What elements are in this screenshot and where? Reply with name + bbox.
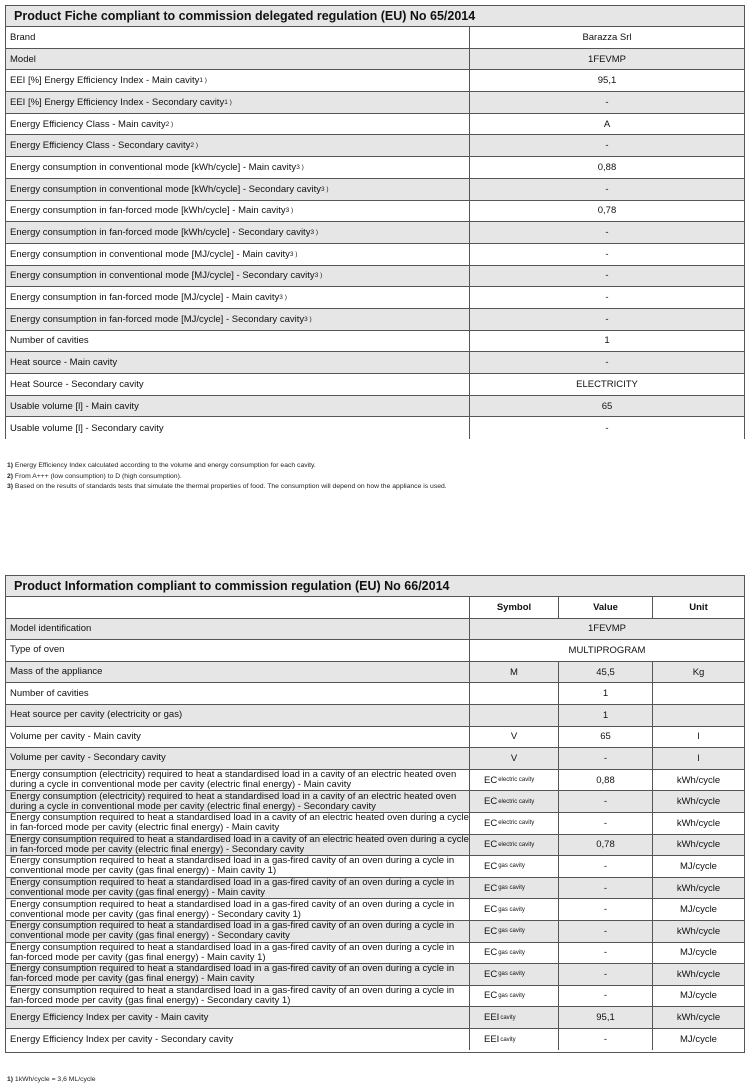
row-label-text: Number of cavities	[10, 335, 89, 347]
row-unit: kWh/cycle	[652, 1007, 744, 1028]
row-label: Energy consumption required to heat a standardised load in a gas-fired cavity of an oven during a cycle in fan-forced mode per cavity (gas final energy) - Main cavity	[10, 963, 455, 985]
row-value: 95,1	[558, 1007, 652, 1028]
product-information-table	[5, 575, 745, 1053]
row-symbol	[469, 683, 558, 704]
row-value: -	[469, 222, 744, 243]
row-symbol	[469, 770, 558, 791]
row-value: MULTIPROGRAM	[469, 640, 744, 661]
symbol-text: V	[510, 731, 518, 743]
row-symbol	[469, 856, 558, 877]
column-header-symbol: Symbol	[469, 597, 558, 618]
row-value: -	[558, 748, 652, 769]
table-row	[6, 856, 744, 878]
table-row	[6, 92, 744, 114]
row-value: -	[469, 352, 744, 373]
row-value: 1	[558, 705, 652, 726]
row-value: 45,5	[558, 662, 652, 683]
row-value: -	[469, 92, 744, 113]
type-of-oven-row	[6, 640, 744, 662]
footnote-number: 2)	[7, 472, 14, 480]
row-symbol	[469, 813, 558, 834]
column-header-value: Value	[558, 597, 652, 618]
row-value: 65	[469, 396, 744, 417]
row-value: -	[469, 417, 744, 439]
row-value: -	[469, 266, 744, 287]
table-row	[6, 705, 744, 727]
row-label-text: Brand	[10, 31, 36, 43]
row-label	[6, 157, 469, 178]
row-label-text: Energy consumption in fan-forced mode [MJ/cycle] - Main cavity	[10, 292, 280, 304]
row-label: Energy consumption required to heat a standardised load in a gas-fired cavity of an oven during a cycle in conventional mode per cavity (gas final energy) - Secondary cavity	[10, 920, 455, 942]
row-value: 1	[558, 683, 652, 704]
table-row	[6, 244, 744, 266]
row-label-text: EEI [%] Energy Efficiency Index - Main cavity	[10, 75, 200, 87]
row-value: -	[558, 964, 652, 985]
row-value: 0,78	[558, 835, 652, 856]
symbol-subscript: gas cavity	[498, 949, 525, 956]
row-label-text: EEI [%] Energy Efficiency Index - Secondary cavity	[10, 96, 225, 108]
row-value: 95,1	[469, 70, 744, 91]
table-row	[6, 201, 744, 223]
table-row	[6, 114, 744, 136]
symbol-text: M	[510, 666, 518, 678]
row-value: 1	[469, 331, 744, 352]
footnote-number: 1)	[7, 462, 14, 469]
row-unit	[652, 705, 744, 726]
row-label	[6, 287, 469, 308]
row-unit	[652, 683, 744, 704]
table-row	[6, 964, 744, 986]
row-value: -	[558, 791, 652, 812]
table-row	[6, 835, 744, 857]
symbol-text: V	[510, 752, 518, 764]
footnote-ref: 3 )	[289, 250, 298, 258]
symbol-text: EC	[484, 774, 498, 786]
row-label	[6, 201, 469, 222]
row-label: Energy Efficiency Index per cavity - Secondary cavity	[10, 1033, 234, 1045]
row-label-text: Energy consumption in conventional mode [kWh/cycle] - Main cavity	[10, 161, 297, 173]
footnote	[7, 482, 447, 493]
row-label	[6, 222, 469, 243]
row-unit: Kg	[652, 662, 744, 683]
row-value: -	[558, 1029, 652, 1051]
table-row	[6, 287, 744, 309]
symbol-text: EC	[484, 839, 498, 851]
row-label	[6, 331, 469, 352]
row-label: Volume per cavity - Main cavity	[10, 730, 141, 742]
footnote-ref: 3 )	[310, 229, 319, 237]
row-label: Mass of the appliance	[10, 666, 103, 678]
row-label	[6, 244, 469, 265]
symbol-text: EC	[484, 904, 498, 916]
row-label: Energy consumption required to heat a standardised load in a gas-fired cavity of an oven during a cycle in conventional mode per cavity (gas final energy) - Main cavity 1)	[10, 855, 455, 877]
footnote-text: From A+++ (low consumption) to D (high consumption).	[13, 472, 182, 480]
row-value: -	[558, 813, 652, 834]
row-value: ELECTRICITY	[469, 374, 744, 395]
symbol-text: EEI	[484, 1012, 500, 1024]
table-row	[6, 70, 744, 92]
row-label: Type of oven	[10, 644, 65, 656]
row-label-text: Energy consumption in fan-forced mode [kWh/cycle] - Main cavity	[10, 205, 286, 217]
table-row	[6, 1007, 744, 1029]
row-value: -	[469, 287, 744, 308]
row-label-text: Heat source - Main cavity	[10, 357, 118, 369]
row-label	[6, 49, 469, 70]
row-value: 0,78	[469, 201, 744, 222]
row-label	[6, 27, 469, 48]
table-row	[6, 1029, 744, 1051]
row-label-text: Energy consumption in conventional mode [kWh/cycle] - Secondary cavity	[10, 183, 322, 195]
row-unit: MJ/cycle	[652, 1029, 744, 1051]
column-header-unit: Unit	[652, 597, 744, 618]
symbol-subscript: gas cavity	[498, 928, 525, 935]
model-identification-row	[6, 619, 744, 641]
row-label-text: Usable volume [l] - Main cavity	[10, 400, 139, 412]
row-label: Volume per cavity - Secondary cavity	[10, 752, 166, 764]
table-row	[6, 266, 744, 288]
row-label-text: Energy consumption in conventional mode [MJ/cycle] - Secondary cavity	[10, 270, 315, 282]
row-label	[6, 92, 469, 113]
row-label	[6, 396, 469, 417]
row-label	[6, 179, 469, 200]
row-value: -	[469, 179, 744, 200]
footnote-number: 3)	[7, 483, 14, 490]
symbol-subscript: cavity	[500, 1014, 516, 1021]
column-header-row	[6, 597, 744, 619]
table-row	[6, 396, 744, 418]
row-label-text: Usable volume [l] - Secondary cavity	[10, 422, 164, 434]
row-symbol	[469, 791, 558, 812]
row-unit: MJ/cycle	[652, 856, 744, 877]
table-row	[6, 986, 744, 1008]
table-row	[6, 135, 744, 157]
row-unit: l	[652, 748, 744, 769]
row-label	[6, 70, 469, 91]
table-row	[6, 921, 744, 943]
row-unit: l	[652, 727, 744, 748]
row-label: Energy consumption required to heat a standardised load in a gas-fired cavity of an oven during a cycle in conventional mode per cavity (gas final energy) - Secondary cavity 1)	[10, 898, 455, 920]
row-value: -	[558, 856, 652, 877]
footnote-ref: 2 )	[165, 120, 174, 128]
footnote	[7, 461, 447, 472]
row-label: Model identification	[10, 622, 92, 634]
footnote-text: Energy Efficiency Index calculated according to the volume and energy consumption for each cavity.	[13, 462, 316, 469]
row-symbol	[469, 899, 558, 920]
footnote-text: 1kWh/cycle = 3,6 ML/cycle	[13, 1076, 96, 1083]
row-label: Energy consumption required to heat a standardised load in a gas-fired cavity of an oven during a cycle in fan-forced mode per cavity (gas final energy) - Main cavity 1)	[10, 941, 455, 963]
row-symbol	[469, 662, 558, 683]
footnote-ref: 3 )	[314, 272, 323, 280]
row-value: A	[469, 114, 744, 135]
row-label: Energy consumption (electricity) required to heat a standardised load in a cavity of an electric heated oven during a cycle in conventional mode per cavity (electric final energy) - Main cavity	[10, 769, 457, 791]
table-row	[6, 899, 744, 921]
row-value: -	[558, 921, 652, 942]
table-row	[6, 813, 744, 835]
row-symbol	[469, 705, 558, 726]
symbol-text: EC	[484, 860, 498, 872]
row-value: -	[469, 309, 744, 330]
symbol-subscript: gas cavity	[498, 992, 525, 999]
row-value: 65	[558, 727, 652, 748]
table-row	[6, 331, 744, 353]
footnote-ref: 2 )	[190, 142, 198, 150]
row-unit: MJ/cycle	[652, 986, 744, 1007]
row-label-text: Model	[10, 53, 36, 65]
table-row	[6, 309, 744, 331]
product-fiche-title: Product Fiche compliant to commission delegated regulation (EU) No 65/2014	[6, 6, 744, 27]
symbol-subscript: electric cavity	[498, 820, 535, 827]
footnote-ref: 3 )	[285, 207, 294, 215]
symbol-text: EC	[484, 796, 498, 808]
row-value: Barazza Srl	[469, 27, 744, 48]
footnote-ref: 3 )	[279, 294, 287, 302]
row-label	[6, 374, 469, 395]
row-value: -	[469, 244, 744, 265]
symbol-text: EC	[484, 990, 498, 1002]
row-label: Energy consumption required to heat a standardised load in a cavity of an electric heated oven during a cycle in fan-forced mode per cavity (electric final energy) - Main cavity	[10, 812, 469, 834]
table-row	[6, 943, 744, 965]
symbol-subscript: electric cavity	[498, 777, 535, 784]
row-symbol	[469, 878, 558, 899]
footnote	[7, 472, 447, 483]
footnote-ref: 3 )	[304, 315, 312, 323]
row-value: 0,88	[558, 770, 652, 791]
symbol-subscript: electric cavity	[498, 798, 535, 805]
row-label: Energy consumption required to heat a standardised load in a gas-fired cavity of an oven during a cycle in fan-forced mode per cavity (gas final energy) - Secondary cavity 1)	[10, 984, 455, 1006]
symbol-subscript: cavity	[500, 1036, 516, 1043]
row-value: -	[558, 899, 652, 920]
row-value: 1FEVMP	[469, 49, 744, 70]
row-label: Energy consumption required to heat a standardised load in a cavity of an electric heated oven during a cycle in fan-forced mode per cavity (electric final energy) - Secondary cavity	[10, 833, 469, 855]
symbol-text: EC	[484, 817, 498, 829]
row-value: 1FEVMP	[469, 619, 744, 640]
table-row	[6, 791, 744, 813]
product-information-rows	[6, 662, 744, 1051]
row-label	[6, 135, 469, 156]
row-label	[6, 309, 469, 330]
row-label-text: Energy consumption in fan-forced mode [kWh/cycle] - Secondary cavity	[10, 227, 311, 239]
row-unit: MJ/cycle	[652, 899, 744, 920]
row-label-text: Energy Efficiency Class - Secondary cavity	[10, 140, 191, 152]
table-row	[6, 374, 744, 396]
row-label: Heat source per cavity (electricity or gas)	[10, 709, 183, 721]
row-value: -	[558, 878, 652, 899]
footnote-ref: 1 )	[224, 98, 232, 106]
table-row	[6, 352, 744, 374]
table-row	[6, 157, 744, 179]
footnote-ref: 3 )	[321, 185, 329, 193]
row-symbol	[469, 943, 558, 964]
row-label-text: Energy Efficiency Class - Main cavity	[10, 118, 166, 130]
table-row	[6, 222, 744, 244]
row-label: Energy consumption required to heat a standardised load in a gas-fired cavity of an oven during a cycle in conventional mode per cavity (gas final energy) - Main cavity	[10, 877, 455, 899]
row-symbol	[469, 1029, 558, 1051]
row-label: Energy consumption (electricity) required to heat a standardised load in a cavity of an electric heated oven during a cycle in conventional mode per cavity (electric final energy) - Secondary cavity	[10, 790, 457, 812]
symbol-subscript: gas cavity	[498, 863, 525, 870]
row-label	[6, 266, 469, 287]
row-unit: kWh/cycle	[652, 878, 744, 899]
table-row	[6, 878, 744, 900]
footnote-ref: 1 )	[199, 77, 207, 85]
row-symbol	[469, 1007, 558, 1028]
row-unit: kWh/cycle	[652, 813, 744, 834]
product-fiche-rows	[6, 27, 744, 439]
row-label-text: Energy consumption in conventional mode [MJ/cycle] - Main cavity	[10, 248, 290, 260]
row-label	[6, 417, 469, 439]
table-row	[6, 683, 744, 705]
row-label	[6, 114, 469, 135]
product-fiche-footnotes	[7, 461, 447, 493]
row-unit: kWh/cycle	[652, 964, 744, 985]
row-value: -	[558, 986, 652, 1007]
row-value: -	[469, 135, 744, 156]
footnote-ref: 3 )	[296, 163, 304, 171]
row-symbol	[469, 921, 558, 942]
table-row	[6, 417, 744, 439]
table-row	[6, 662, 744, 684]
product-fiche-table	[5, 5, 745, 439]
table-row	[6, 770, 744, 792]
table-row	[6, 727, 744, 749]
row-symbol	[469, 727, 558, 748]
row-label	[6, 352, 469, 373]
row-label: Energy Efficiency Index per cavity - Main cavity	[10, 1011, 209, 1023]
footnote-text: Based on the results of standards tests that simulate the thermal properties of food. The consumption will depend on how the appliance is used.	[13, 483, 447, 490]
row-unit: kWh/cycle	[652, 921, 744, 942]
table-row	[6, 27, 744, 49]
column-header-label	[6, 597, 469, 618]
table-row	[6, 49, 744, 71]
table-row	[6, 179, 744, 201]
symbol-subscript: gas cavity	[498, 885, 525, 892]
row-label-text: Energy consumption in fan-forced mode [MJ/cycle] - Secondary cavity	[10, 313, 305, 325]
symbol-text: EC	[484, 925, 498, 937]
symbol-text: EC	[484, 968, 498, 980]
row-unit: kWh/cycle	[652, 835, 744, 856]
row-value: 0,88	[469, 157, 744, 178]
table-row	[6, 748, 744, 770]
symbol-text: EEI	[484, 1034, 500, 1046]
row-label: Number of cavities	[10, 687, 89, 699]
row-value: -	[558, 943, 652, 964]
row-unit: kWh/cycle	[652, 770, 744, 791]
symbol-subscript: gas cavity	[498, 971, 525, 978]
row-symbol	[469, 835, 558, 856]
footnote-number: 1)	[7, 1076, 14, 1083]
row-unit: MJ/cycle	[652, 943, 744, 964]
row-unit: kWh/cycle	[652, 791, 744, 812]
symbol-text: EC	[484, 882, 498, 894]
row-symbol	[469, 748, 558, 769]
row-symbol	[469, 986, 558, 1007]
symbol-text: EC	[484, 947, 498, 959]
symbol-subscript: electric cavity	[498, 841, 535, 848]
row-symbol	[469, 964, 558, 985]
symbol-subscript: gas cavity	[498, 906, 525, 913]
row-label-text: Heat Source - Secondary cavity	[10, 378, 144, 390]
product-information-title: Product Information compliant to commission regulation (EU) No 66/2014	[6, 576, 744, 597]
